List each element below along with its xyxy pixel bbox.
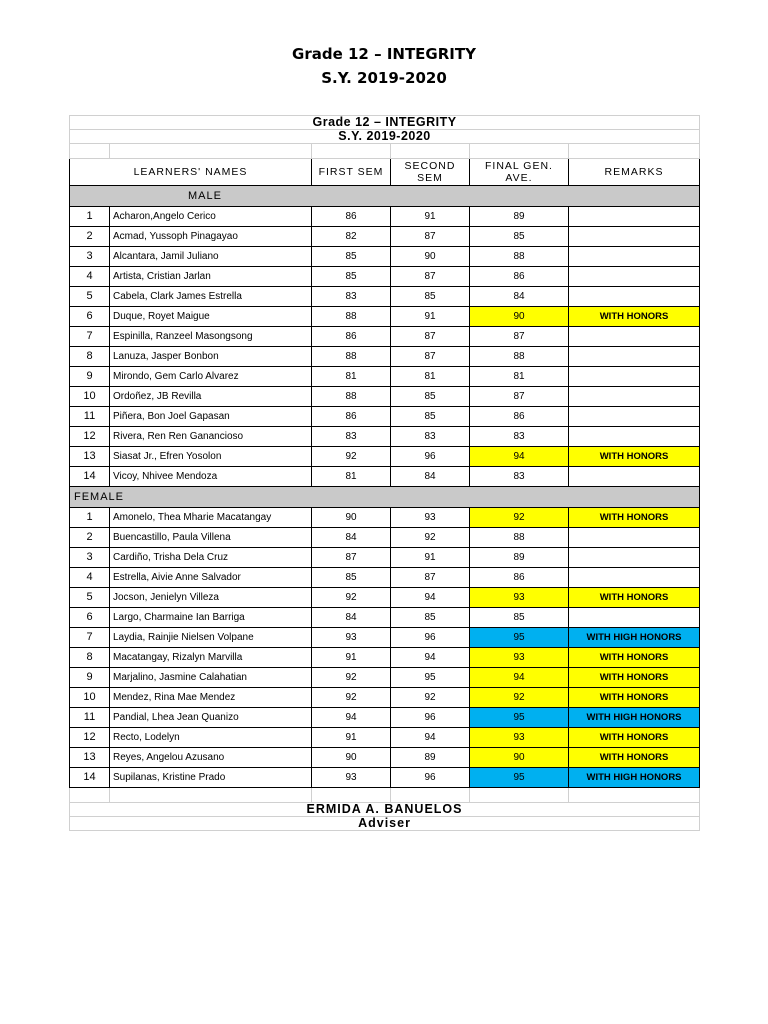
row-number: 14 <box>70 467 110 487</box>
second-sem-grade: 96 <box>391 708 470 728</box>
table-row <box>70 688 700 708</box>
first-sem-grade: 87 <box>312 548 391 568</box>
first-sem-grade: 84 <box>312 528 391 548</box>
row-number: 9 <box>70 367 110 387</box>
final-average: 88 <box>470 528 569 548</box>
final-average: 94 <box>470 668 569 688</box>
row-number: 5 <box>70 588 110 608</box>
remarks: WITH HONORS <box>569 728 700 748</box>
final-average: 87 <box>470 387 569 407</box>
learner-name: Mendez, Rina Mae Mendez <box>110 688 312 708</box>
first-sem-grade: 90 <box>312 748 391 768</box>
first-sem-grade: 92 <box>312 668 391 688</box>
learner-name: Alcantara, Jamil Juliano <box>110 247 312 267</box>
table-row <box>70 367 700 387</box>
second-sem-grade: 85 <box>391 287 470 307</box>
second-sem-grade: 96 <box>391 768 470 788</box>
table-row <box>70 387 700 407</box>
header-learners-names: LEARNERS' NAMES <box>70 159 312 186</box>
remarks: WITH HONORS <box>569 307 700 327</box>
learner-name: Estrella, Aivie Anne Salvador <box>110 568 312 588</box>
header-final-gen-ave: FINAL GEN. AVE. <box>470 159 569 186</box>
final-average: 95 <box>470 768 569 788</box>
learner-name: Mirondo, Gem Carlo Alvarez <box>110 367 312 387</box>
remarks <box>569 427 700 447</box>
adviser-label: Adviser <box>70 817 700 831</box>
learner-name: Jocson, Jenielyn Villeza <box>110 588 312 608</box>
table-row <box>70 608 700 628</box>
first-sem-grade: 83 <box>312 287 391 307</box>
table-row <box>70 267 700 287</box>
learner-name: Espinilla, Ranzeel Masongsong <box>110 327 312 347</box>
second-sem-grade: 94 <box>391 648 470 668</box>
section-male-label: MALE <box>70 186 700 207</box>
second-sem-grade: 92 <box>391 688 470 708</box>
learner-name: Rivera, Ren Ren Ganancioso <box>110 427 312 447</box>
remarks: WITH HIGH HONORS <box>569 768 700 788</box>
learner-name: Acharon,Angelo Cerico <box>110 207 312 227</box>
second-sem-grade: 94 <box>391 588 470 608</box>
first-sem-grade: 85 <box>312 568 391 588</box>
final-average: 93 <box>470 648 569 668</box>
remarks <box>569 267 700 287</box>
final-average: 93 <box>470 588 569 608</box>
first-sem-grade: 83 <box>312 427 391 447</box>
first-sem-grade: 85 <box>312 267 391 287</box>
first-sem-grade: 86 <box>312 327 391 347</box>
header-second-sem: SECOND SEM <box>391 159 470 186</box>
learner-name: Ordoñez, JB Revilla <box>110 387 312 407</box>
row-number: 12 <box>70 728 110 748</box>
first-sem-grade: 88 <box>312 387 391 407</box>
remarks: WITH HIGH HONORS <box>569 628 700 648</box>
second-sem-grade: 89 <box>391 748 470 768</box>
school-year-title: S.Y. 2019-2020 <box>321 69 447 87</box>
final-average: 89 <box>470 207 569 227</box>
first-sem-grade: 90 <box>312 508 391 528</box>
row-number: 13 <box>70 748 110 768</box>
second-sem-grade: 85 <box>391 387 470 407</box>
learner-name: Amonelo, Thea Mharie Macatangay <box>110 508 312 528</box>
second-sem-grade: 81 <box>391 367 470 387</box>
table-row <box>70 588 700 608</box>
remarks <box>569 247 700 267</box>
learner-name: Artista, Cristian Jarlan <box>110 267 312 287</box>
final-average: 89 <box>470 548 569 568</box>
final-average: 94 <box>470 447 569 467</box>
table-row <box>70 568 700 588</box>
row-number: 3 <box>70 548 110 568</box>
first-sem-grade: 94 <box>312 708 391 728</box>
remarks: WITH HONORS <box>569 688 700 708</box>
row-number: 5 <box>70 287 110 307</box>
section-female <box>70 487 700 508</box>
second-sem-grade: 91 <box>391 548 470 568</box>
second-sem-grade: 87 <box>391 267 470 287</box>
remarks: WITH HIGH HONORS <box>569 708 700 728</box>
learner-name: Cabela, Clark James Estrella <box>110 287 312 307</box>
final-average: 87 <box>470 327 569 347</box>
learner-name: Laydia, Rainjie Nielsen Volpane <box>110 628 312 648</box>
final-average: 90 <box>470 748 569 768</box>
learner-name: Reyes, Angelou Azusano <box>110 748 312 768</box>
document-title: Grade 12 – INTEGRITY <box>292 45 476 63</box>
first-sem-grade: 91 <box>312 728 391 748</box>
row-number: 10 <box>70 688 110 708</box>
learner-name: Vicoy, Nhivee Mendoza <box>110 467 312 487</box>
final-average: 95 <box>470 628 569 648</box>
final-average: 86 <box>470 568 569 588</box>
first-sem-grade: 85 <box>312 247 391 267</box>
second-sem-grade: 95 <box>391 668 470 688</box>
second-sem-grade: 91 <box>391 207 470 227</box>
second-sem-grade: 94 <box>391 728 470 748</box>
remarks <box>569 548 700 568</box>
row-number: 7 <box>70 628 110 648</box>
learner-name: Lanuza, Jasper Bonbon <box>110 347 312 367</box>
row-number: 3 <box>70 247 110 267</box>
table-row <box>70 628 700 648</box>
adviser-name: ERMIDA A. BANUELOS <box>70 803 700 817</box>
table-row <box>70 207 700 227</box>
second-sem-grade: 90 <box>391 247 470 267</box>
header-remarks: REMARKS <box>569 159 700 186</box>
final-average: 81 <box>470 367 569 387</box>
final-average: 84 <box>470 287 569 307</box>
learner-name: Cardiño, Trisha Dela Cruz <box>110 548 312 568</box>
first-sem-grade: 93 <box>312 628 391 648</box>
remarks: WITH HONORS <box>569 748 700 768</box>
table-row <box>70 768 700 788</box>
table-title: Grade 12 – INTEGRITY <box>70 116 700 130</box>
second-sem-grade: 87 <box>391 227 470 247</box>
table-row <box>70 528 700 548</box>
row-number: 9 <box>70 668 110 688</box>
table-row <box>70 447 700 467</box>
table-row <box>70 327 700 347</box>
row-number: 11 <box>70 708 110 728</box>
row-number: 14 <box>70 768 110 788</box>
remarks <box>569 407 700 427</box>
table-row <box>70 467 700 487</box>
final-average: 90 <box>470 307 569 327</box>
second-sem-grade: 85 <box>391 407 470 427</box>
row-number: 12 <box>70 427 110 447</box>
table-row <box>70 307 700 327</box>
row-number: 7 <box>70 327 110 347</box>
first-sem-grade: 92 <box>312 447 391 467</box>
grades-table <box>69 115 700 831</box>
first-sem-grade: 82 <box>312 227 391 247</box>
second-sem-grade: 92 <box>391 528 470 548</box>
table-row <box>70 427 700 447</box>
row-number: 4 <box>70 267 110 287</box>
second-sem-grade: 96 <box>391 447 470 467</box>
row-number: 10 <box>70 387 110 407</box>
table-row <box>70 748 700 768</box>
remarks <box>569 367 700 387</box>
final-average: 83 <box>470 467 569 487</box>
table-row <box>70 708 700 728</box>
row-number: 8 <box>70 347 110 367</box>
learner-name: Buencastillo, Paula Villena <box>110 528 312 548</box>
second-sem-grade: 85 <box>391 608 470 628</box>
second-sem-grade: 91 <box>391 307 470 327</box>
learner-name: Largo, Charmaine Ian Barriga <box>110 608 312 628</box>
section-male <box>70 186 700 207</box>
row-number: 11 <box>70 407 110 427</box>
second-sem-grade: 87 <box>391 327 470 347</box>
table-school-year: S.Y. 2019-2020 <box>70 130 700 144</box>
learner-name: Siasat Jr., Efren Yosolon <box>110 447 312 467</box>
row-number: 13 <box>70 447 110 467</box>
final-average: 88 <box>470 347 569 367</box>
table-row <box>70 407 700 427</box>
final-average: 85 <box>470 608 569 628</box>
first-sem-grade: 86 <box>312 207 391 227</box>
second-sem-grade: 96 <box>391 628 470 648</box>
remarks: WITH HONORS <box>569 588 700 608</box>
final-average: 86 <box>470 407 569 427</box>
second-sem-grade: 84 <box>391 467 470 487</box>
remarks <box>569 327 700 347</box>
table-row <box>70 648 700 668</box>
table-row <box>70 227 700 247</box>
first-sem-grade: 88 <box>312 307 391 327</box>
remarks: WITH HONORS <box>569 447 700 467</box>
header-row <box>70 159 700 186</box>
remarks <box>569 287 700 307</box>
remarks <box>569 608 700 628</box>
final-average: 86 <box>470 267 569 287</box>
table-row <box>70 668 700 688</box>
final-average: 93 <box>470 728 569 748</box>
row-number: 1 <box>70 508 110 528</box>
remarks: WITH HONORS <box>569 648 700 668</box>
remarks <box>569 467 700 487</box>
remarks <box>569 227 700 247</box>
remarks: WITH HONORS <box>569 668 700 688</box>
learner-name: Supilanas, Kristine Prado <box>110 768 312 788</box>
learner-name: Marjalino, Jasmine Calahatian <box>110 668 312 688</box>
first-sem-grade: 81 <box>312 467 391 487</box>
final-average: 92 <box>470 688 569 708</box>
first-sem-grade: 81 <box>312 367 391 387</box>
final-average: 85 <box>470 227 569 247</box>
row-number: 2 <box>70 528 110 548</box>
final-average: 92 <box>470 508 569 528</box>
first-sem-grade: 86 <box>312 407 391 427</box>
row-number: 6 <box>70 608 110 628</box>
header-first-sem: FIRST SEM <box>312 159 391 186</box>
final-average: 95 <box>470 708 569 728</box>
remarks <box>569 347 700 367</box>
table-row <box>70 247 700 267</box>
table-row <box>70 508 700 528</box>
row-number: 8 <box>70 648 110 668</box>
table-row <box>70 548 700 568</box>
first-sem-grade: 84 <box>312 608 391 628</box>
table-row <box>70 287 700 307</box>
table-row <box>70 728 700 748</box>
first-sem-grade: 92 <box>312 588 391 608</box>
remarks <box>569 207 700 227</box>
row-number: 4 <box>70 568 110 588</box>
remarks <box>569 568 700 588</box>
second-sem-grade: 87 <box>391 568 470 588</box>
learner-name: Macatangay, Rizalyn Marvilla <box>110 648 312 668</box>
final-average: 83 <box>470 427 569 447</box>
row-number: 2 <box>70 227 110 247</box>
learner-name: Recto, Lodelyn <box>110 728 312 748</box>
remarks <box>569 387 700 407</box>
second-sem-grade: 93 <box>391 508 470 528</box>
first-sem-grade: 92 <box>312 688 391 708</box>
table-row <box>70 347 700 367</box>
first-sem-grade: 93 <box>312 768 391 788</box>
section-female-label: FEMALE <box>70 487 700 508</box>
learner-name: Piñera, Bon Joel Gapasan <box>110 407 312 427</box>
learner-name: Pandial, Lhea Jean Quanizo <box>110 708 312 728</box>
second-sem-grade: 87 <box>391 347 470 367</box>
final-average: 88 <box>470 247 569 267</box>
remarks: WITH HONORS <box>569 508 700 528</box>
learner-name: Acmad, Yussoph Pinagayao <box>110 227 312 247</box>
row-number: 6 <box>70 307 110 327</box>
row-number: 1 <box>70 207 110 227</box>
first-sem-grade: 88 <box>312 347 391 367</box>
first-sem-grade: 91 <box>312 648 391 668</box>
remarks <box>569 528 700 548</box>
learner-name: Duque, Royet Maigue <box>110 307 312 327</box>
second-sem-grade: 83 <box>391 427 470 447</box>
